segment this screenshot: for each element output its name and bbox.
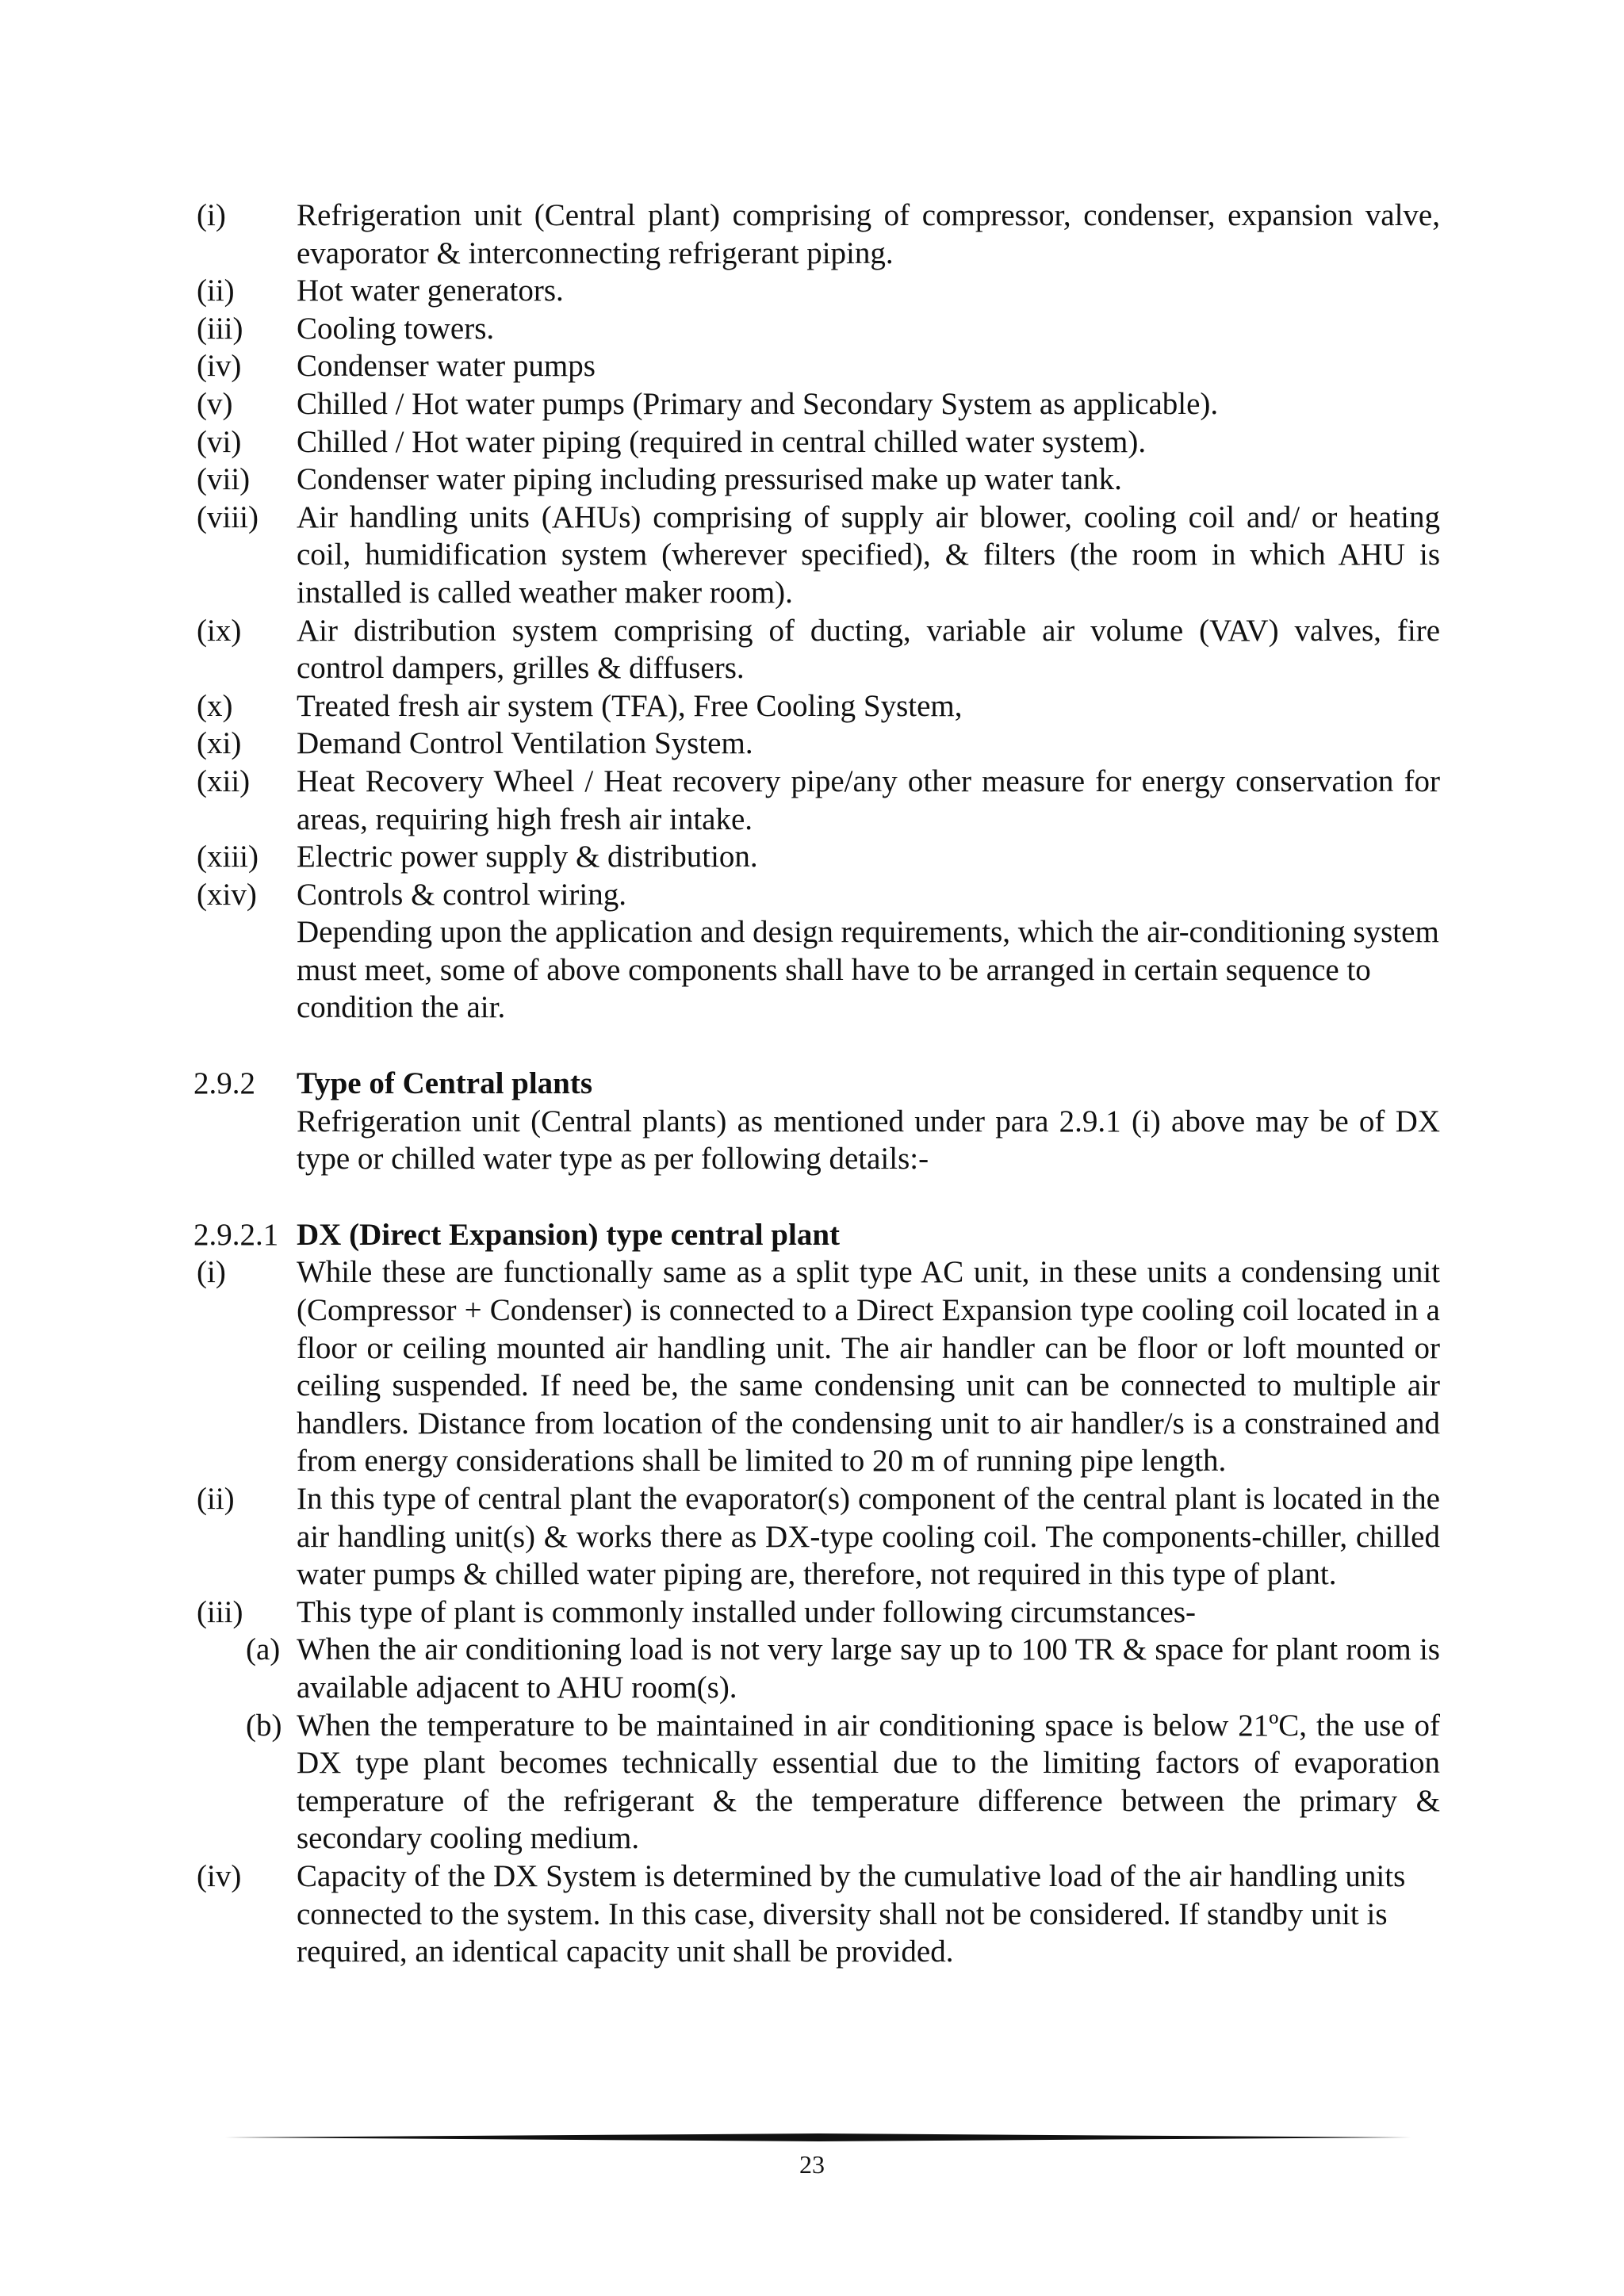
list-item-text: Cooling towers. <box>297 311 495 346</box>
list-item <box>197 272 1440 310</box>
list-item-label: (ii) <box>197 274 235 308</box>
list-item <box>197 1594 1440 1632</box>
document-body <box>193 197 1440 1971</box>
list-item-label: (iii) <box>197 1594 243 1629</box>
sub-list-item <box>197 1631 1440 1706</box>
list-item-text: Refrigeration unit (Central plant) comprising of compressor, condenser, expansion valve, evaporator & interconnecting refrigerant piping. <box>297 198 1440 270</box>
list-item-text: Chilled / Hot water pumps (Primary and Secondary System as applicable). <box>297 386 1219 421</box>
list-item-text: Electric power supply & distribution. <box>297 840 758 874</box>
list-item-label: (xiv) <box>197 877 257 912</box>
list-item-text: This type of plant is commonly installed under following circumstances- <box>297 1594 1197 1629</box>
list-item-label: (viii) <box>197 499 259 534</box>
list-item-label: (ix) <box>197 613 242 648</box>
list-item <box>197 461 1440 499</box>
list-item-label: (xiii) <box>197 840 259 874</box>
list-item <box>197 838 1440 876</box>
list-item-text: Air distribution system comprising of ducting, variable air volume (VAV) valves, fire control dampers, grilles & diffusers. <box>297 613 1440 686</box>
list-item-label: (vi) <box>197 424 242 459</box>
list-item <box>197 347 1440 385</box>
list-item <box>197 725 1440 763</box>
list-item-text: Hot water generators. <box>297 274 564 308</box>
list-item-label: (xii) <box>197 763 251 798</box>
page-number: 23 <box>799 2150 825 2179</box>
list-item-label: (vii) <box>197 462 251 497</box>
list-item-label: (ii) <box>197 1482 235 1516</box>
list-item <box>197 763 1440 838</box>
list-item <box>197 1253 1440 1480</box>
list-item-text: Heat Recovery Wheel / Heat recovery pipe/any other measure for energy conservation for areas, requiring high fresh air intake. <box>297 763 1440 836</box>
sub-list-item-text: When the temperature to be maintained in air conditioning space is below 21ºC, the use of DX type plant becomes technically essential due to the limiting factors of evaporation temperature of the refrigerant & the temperature difference between the primary & secondary cooling medium. <box>297 1708 1440 1856</box>
sub-list-item <box>197 1707 1440 1858</box>
sub-list-item-label: (b) <box>246 1708 282 1743</box>
list-item-text: Treated fresh air system (TFA), Free Cooling System, <box>297 688 963 723</box>
list-item-text: Condenser water pumps <box>297 349 596 384</box>
sub-list-item-text: When the air conditioning load is not very large say up to 100 TR & space for plant room is available adjacent to AHU room(s). <box>297 1632 1440 1705</box>
list-item <box>197 499 1440 612</box>
list-item-label: (iii) <box>197 311 243 346</box>
section-body <box>197 1103 1440 1178</box>
section-title: Type of Central plants <box>297 1066 593 1101</box>
list-note-text: Depending upon the application and design requirements, which the air-conditioning system must meet, some of above components shall have to be arranged in certain sequence to condition the air. <box>297 915 1439 1025</box>
list-item <box>197 1480 1440 1594</box>
section-body-text: Refrigeration unit (Central plants) as mentioned under para 2.9.1 (i) above may be of DX type or chilled water type as per following details:- <box>297 1104 1440 1177</box>
list-item <box>197 423 1440 461</box>
section-2-9-2-1 <box>193 1216 1440 1254</box>
list-item-label: (v) <box>197 386 233 421</box>
list-item-label: (iv) <box>197 349 242 384</box>
list-item-text: Air handling units (AHUs) comprising of supply air blower, cooling coil and/ or heating coil, humidification system (wherever specified), & filters (the room in which AHU is installed is called weather maker room). <box>297 499 1440 610</box>
list-item-label: (i) <box>197 1255 226 1290</box>
section-number: 2.9.2 <box>193 1066 255 1101</box>
list-item-label: (i) <box>197 198 226 232</box>
list-item <box>197 385 1440 423</box>
list-item-text: Capacity of the DX System is determined by the cumulative load of the air handling units connected to the system. In this case, diversity shall not be considered. If standby unit is required, an identical capacity unit shall be provided. <box>297 1858 1406 1969</box>
list-item-text: While these are functionally same as a split type AC unit, in these units a condensing unit (Compressor + Condenser) is connected to a Direct Expansion type cooling coil located in a floor or ceiling mounted air handling unit. The air handler can be floor or loft mounted or ceiling suspended. If need be, the same condensing unit can be connected to multiple air handlers. Distance from location of the condensing unit to air handler/s is a constrained and from energy considerations shall be limited to 20 m of running pipe length. <box>297 1255 1440 1479</box>
list-item <box>197 1858 1440 1971</box>
list-item-text: Condenser water piping including pressurised make up water tank. <box>297 462 1122 497</box>
section-title: DX (Direct Expansion) type central plant <box>297 1217 840 1252</box>
sub-list-item-label: (a) <box>246 1632 281 1667</box>
list-item-label: (iv) <box>197 1858 242 1893</box>
list-item-text: Demand Control Ventilation System. <box>297 726 753 761</box>
section-number: 2.9.2.1 <box>193 1217 279 1252</box>
section-2-9-2 <box>193 1065 1440 1103</box>
footer-rule <box>225 2133 1411 2142</box>
list-item <box>197 876 1440 914</box>
list-item-label: (xi) <box>197 726 242 761</box>
list-item-text: In this type of central plant the evaporator(s) component of the central plant is located in the air handling unit(s) & works there as DX-type cooling coil. The components-chiller, chilled water pumps & chilled water piping are, therefore, not required in this type of plant. <box>297 1482 1440 1592</box>
list-item <box>197 612 1440 687</box>
list-item-label: (x) <box>197 688 233 723</box>
list-note <box>197 913 1440 1027</box>
list-item <box>197 310 1440 348</box>
list-item-text: Chilled / Hot water piping (required in central chilled water system). <box>297 424 1147 459</box>
list-item <box>197 687 1440 725</box>
list-item <box>197 197 1440 272</box>
list-item-text: Controls & control wiring. <box>297 877 626 912</box>
